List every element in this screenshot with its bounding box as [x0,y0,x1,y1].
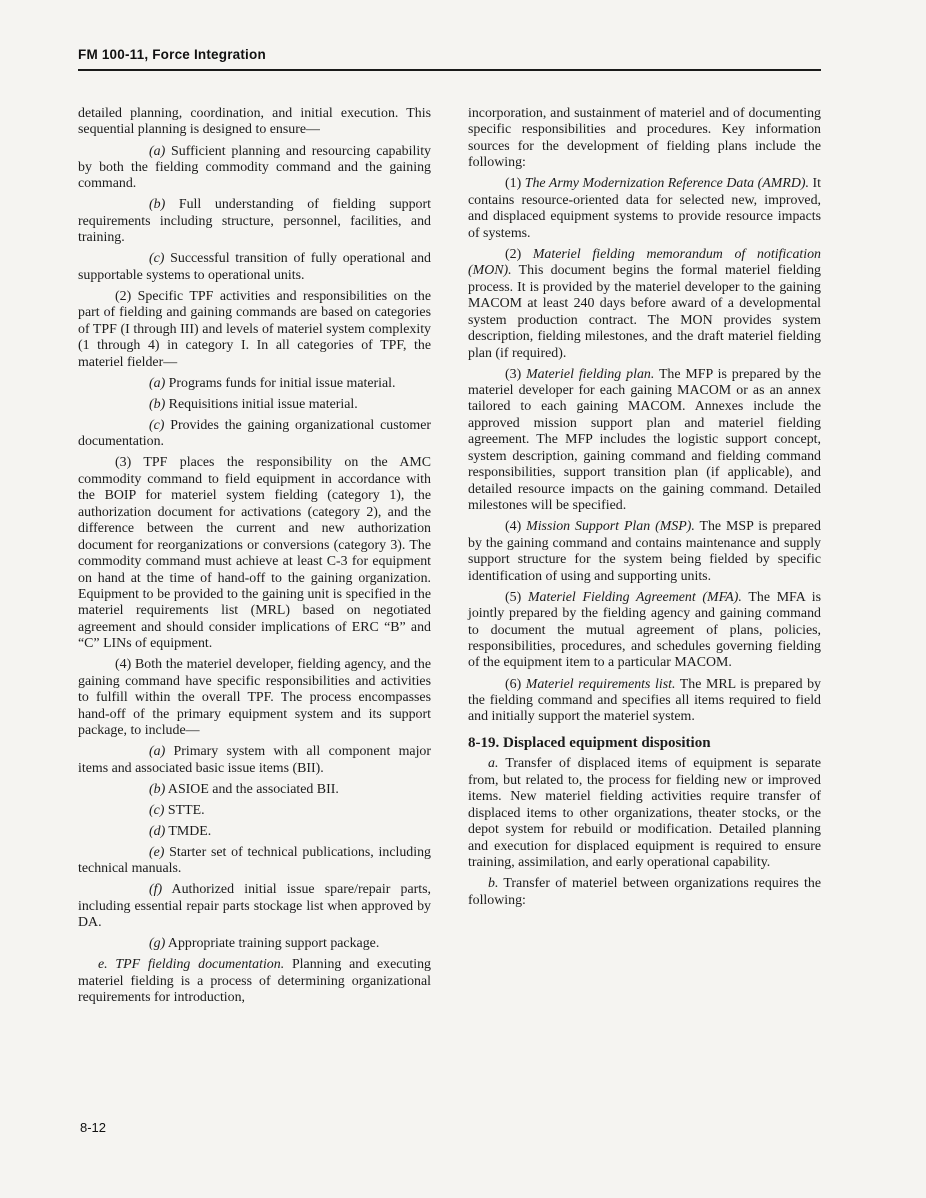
paragraph: (b) ASIOE and the associated BII. [149,781,339,797]
paragraph: (1) The Army Modernization Reference Data (AMRD). It contains resource-oriented data for selected new, improved, and displaced equipment systems to provide resource impacts of systems. [468,176,821,241]
paragraph: (g) Appropriate training support package. [149,936,380,952]
paragraph: b. Transfer of materiel between organizations requires the following: [468,876,821,908]
running-header: FM 100-11, Force Integration [78,47,266,62]
paragraph: (3) Materiel fielding plan. The MFP is prepared by the materiel developer for each gaining MACOM or as an annex tailored to each gaining MACOM. Annexes include the approved mission support plan and materiel fielding agreement. The MFP includes the logistic support concept, system description, gaining command and fielding command responsibilities, support transition plan (if applicable), and detailed resource impacts on the gaining command. Detailed milestones will be specified. [468,366,821,514]
right-column [468,106,821,1011]
paragraph: (b) Full understanding of fielding support requirements including structure, personnel, facilities, and training. [78,197,431,246]
paragraph: (a) Sufficient planning and resourcing capability by both the fielding commodity command and the gaining command. [78,143,431,192]
paragraph: (c) Successful transition of fully operational and supportable systems to operational units. [78,251,431,283]
section-heading: 8-19. Displaced equipment disposition [468,734,711,751]
paragraph: (4) Mission Support Plan (MSP). The MSP is prepared by the gaining command and contains maintenance and supply support structure for the system being fielded by specific identification of using and supporting units. [468,519,821,584]
page-number: 8-12 [80,1120,107,1135]
paragraph: (2) Specific TPF activities and responsibilities on the part of fielding and gaining commands are based on categories of TPF (I through III) and levels of materiel system complexity (1 through 4) in category I. In all categories of TPF, the materiel fielder— [78,288,431,370]
paragraph: (e) Starter set of technical publications, including technical manuals. [78,844,431,877]
paragraph: a. Transfer of displaced items of equipment is separate from, but related to, the process for fielding new or improved items. New materiel fielding activities require transfer of displaced items to other organizations, theater stocks, or the depot system for rebuild or modification. Detailed planning and execution for displaced equipment is required to ensure training, assimilation, and early operational capability. [468,756,821,871]
paragraph: detailed planning, coordination, and initial execution. This sequential planning is designed to ensure— [78,106,431,138]
paragraph: (5) Materiel Fielding Agreement (MFA). The MFA is jointly prepared by the fielding agency and gaining command to document the mutual agreement of plans, policies, responsibilities, procedures, and schedules governing fielding of the equipment item to a particular MACOM. [468,589,822,671]
paragraph: (3) TPF places the responsibility on the AMC commodity command to field equipment in accordance with the BOIP for materiel system fielding (category 1), the authorization document for activations (category 2), and the difference between the current and new authorization document for reorganizations or conversions (category 3). The commodity command must achieve at least C-3 for equipment on hand at the time of hand-off to the gaining organization. Equipment to be provided to the gaining unit is specified in the materiel requirements list (MRL) based on negotiated agreement and should consider implications of ERC “B” and “C” LINs of equipment. [78,455,431,652]
left-column [78,106,431,1011]
paragraph: (f) Authorized initial issue spare/repair parts, including essential repair parts stockage list when approved by DA. [78,882,431,931]
paragraph: (4) Both the materiel developer, fielding agency, and the gaining command have specific responsibilities and activities to fulfill within the overall TPF. The process encompasses hand-off of the primary equipment system and its support package, to include— [78,657,431,739]
page-body [78,106,821,1011]
paragraph: (6) Materiel requirements list. The MRL is prepared by the fielding command and specifies all items required to field and initially support the materiel system. [468,676,822,725]
paragraph: (a) Programs funds for initial issue material. [149,375,396,391]
paragraph: incorporation, and sustainment of materiel and of documenting specific responsibilities and procedures. Key information sources for the development of fielding plans include the following: [468,106,821,171]
paragraph: (c) Provides the gaining organizational customer documentation. [78,417,431,450]
paragraph: (2) Materiel fielding memorandum of notification (MON). This document begins the formal materiel fielding process. It is provided by the materiel developer to the gaining MACOM at least 240 days before award of a developmental system production contract. The MON provides system description, fielding milestones, and the draft materiel fielding plan (if required). [468,246,822,361]
paragraph: (c) STTE. [149,802,205,818]
paragraph: (a) Primary system with all component major items and associated basic issue items (BII). [78,744,431,776]
paragraph: (b) Requisitions initial issue material. [149,396,358,412]
paragraph: e. TPF fielding documentation. Planning and executing materiel fielding is a process of determining organizational requirements for introduction, [78,957,431,1006]
header-rule [78,69,821,71]
paragraph: (d) TMDE. [149,823,212,839]
